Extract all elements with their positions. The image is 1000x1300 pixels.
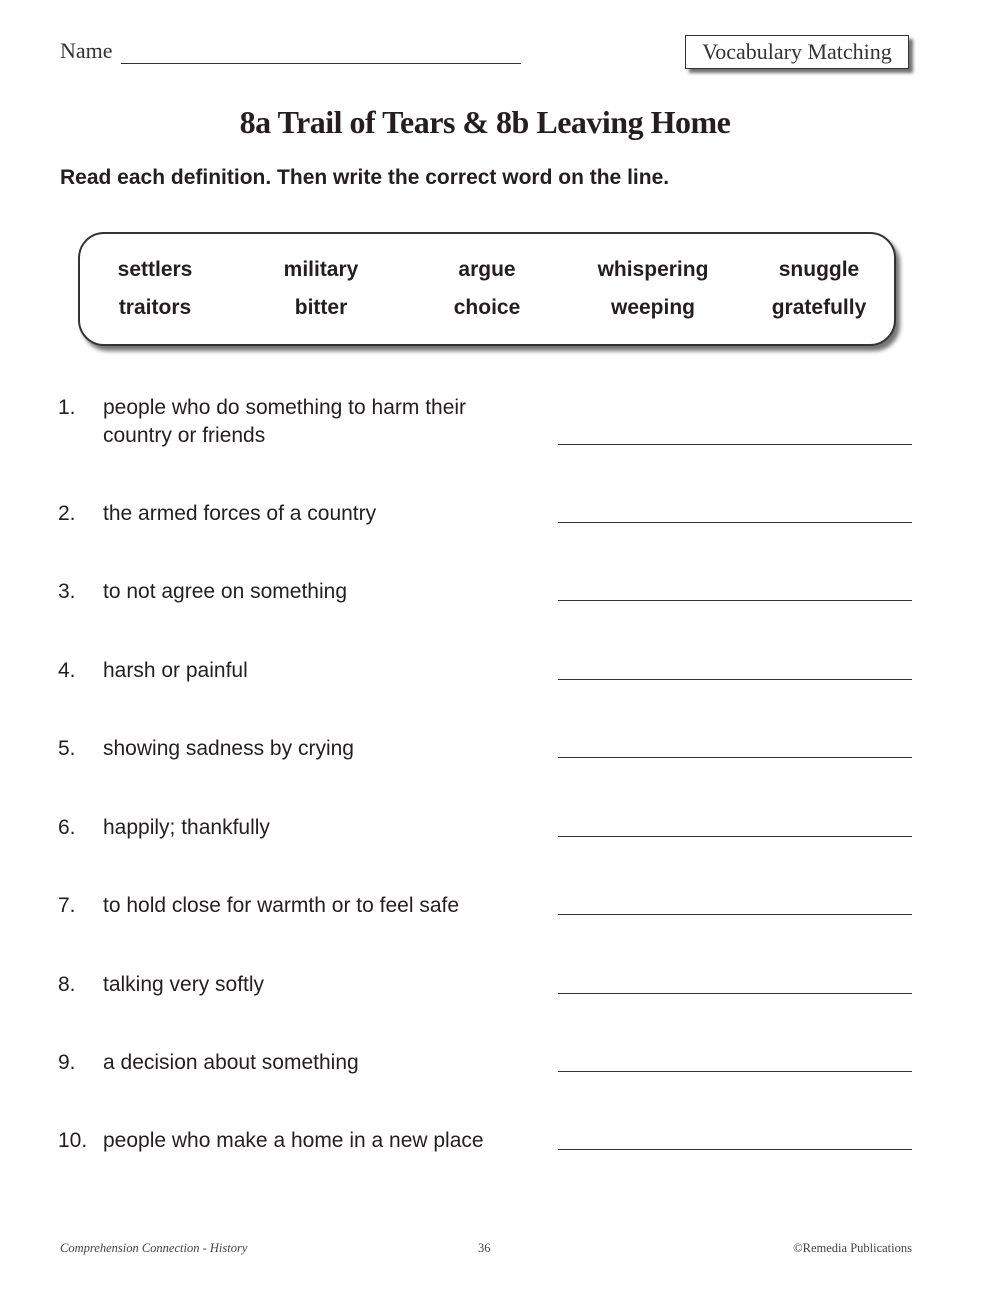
answer-line[interactable] — [558, 600, 912, 601]
word-bank-item: snuggle — [778, 258, 860, 281]
word-bank-item: whispering — [597, 258, 709, 281]
footer-series: Comprehension Connection - History — [60, 1241, 248, 1255]
item-definition: harsh or painful — [103, 659, 248, 682]
answer-line[interactable] — [558, 679, 912, 680]
word-bank-item: traitors — [118, 296, 192, 319]
item-number: 9. — [58, 1051, 76, 1074]
item-number: 8. — [58, 973, 76, 996]
section-badge: Vocabulary Matching — [685, 35, 909, 69]
answer-line[interactable] — [558, 1071, 912, 1072]
answer-line[interactable] — [558, 1149, 912, 1150]
answer-line[interactable] — [558, 522, 912, 523]
word-bank — [78, 232, 896, 346]
item-definition: talking very softly — [103, 973, 265, 996]
answer-line[interactable] — [558, 993, 912, 994]
item-number: 7. — [58, 894, 76, 917]
item-number: 1. — [58, 396, 76, 419]
name-label: Name — [60, 38, 113, 63]
name-field — [60, 38, 521, 64]
word-bank-item: argue — [458, 258, 516, 281]
page-title: 8a Trail of Tears & 8b Leaving Home — [239, 104, 731, 140]
item-definition: people who do something to harm their country or friends — [103, 396, 467, 447]
item-number: 3. — [58, 580, 76, 603]
word-bank-item: bitter — [294, 296, 348, 319]
item-definition: showing sadness by crying — [103, 737, 354, 760]
answer-line[interactable] — [558, 914, 912, 915]
item-number: 10. — [58, 1129, 88, 1152]
answer-line[interactable] — [558, 757, 912, 758]
item-definition: to hold close for warmth or to feel safe — [103, 894, 460, 917]
item-number: 2. — [58, 502, 76, 525]
item-definition: people who make a home in a new place — [103, 1129, 484, 1152]
footer-copyright: ©Remedia Publications — [793, 1241, 912, 1255]
word-bank-item: choice — [453, 296, 521, 319]
item-definition: the armed forces of a country — [103, 502, 377, 525]
word-bank-item: weeping — [610, 296, 695, 319]
answer-line[interactable] — [558, 444, 912, 445]
word-bank-item: military — [283, 258, 359, 281]
item-definition: happily; thankfully — [103, 816, 270, 839]
item-definition: a decision about something — [103, 1051, 359, 1074]
item-definition: to not agree on something — [103, 580, 348, 603]
name-input-line[interactable] — [121, 41, 521, 64]
answer-line[interactable] — [558, 836, 912, 837]
page-number: 36 — [478, 1241, 491, 1255]
word-bank-item: gratefully — [771, 296, 867, 319]
word-bank-item: settlers — [117, 258, 193, 281]
item-number: 6. — [58, 816, 76, 839]
item-number: 4. — [58, 659, 76, 682]
item-number: 5. — [58, 737, 76, 760]
instructions: Read each definition. Then write the correct word on the line. — [60, 166, 670, 189]
